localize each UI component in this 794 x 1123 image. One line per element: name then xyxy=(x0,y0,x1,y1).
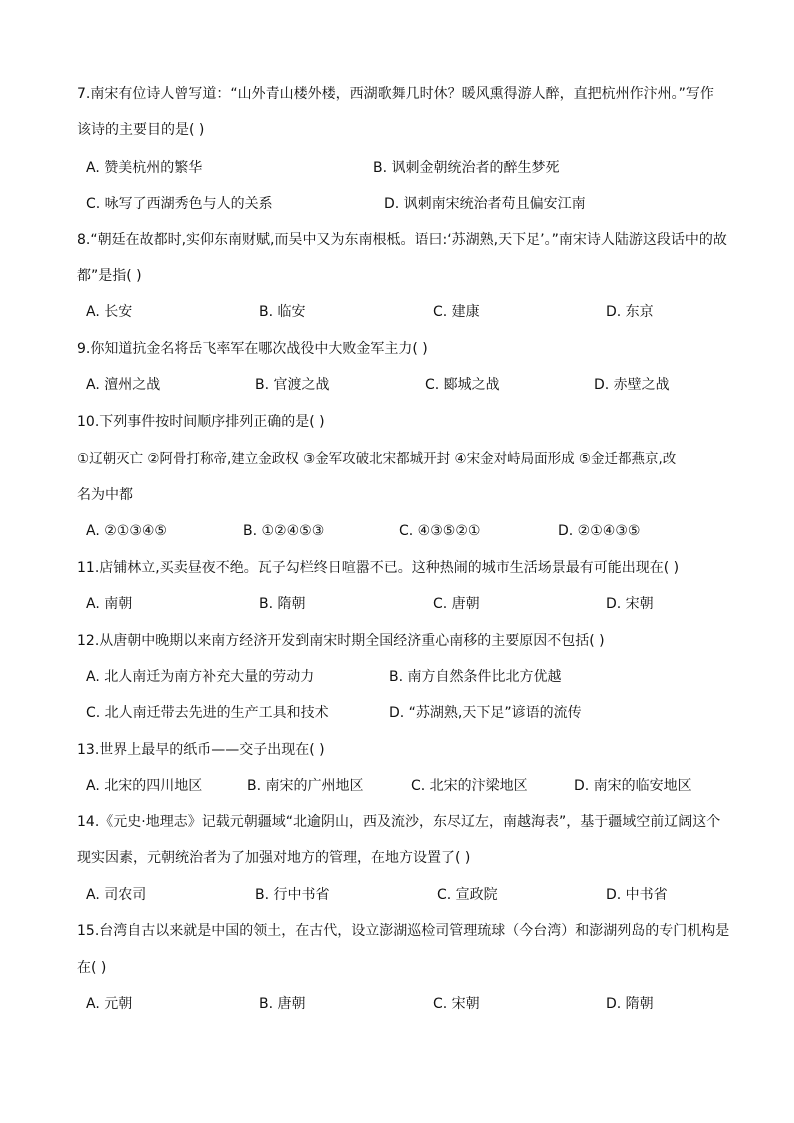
question-12-option-a: A. 北人南迁为南方补充大量的劳动力 xyxy=(86,669,315,685)
question-15-stem-line-2: 在( ) xyxy=(77,960,107,976)
question-12-option-d: D. “苏湖熟,天下足”谚语的流传 xyxy=(389,705,582,721)
question-8-option-d: D. 东京 xyxy=(606,304,654,320)
question-10-option-c: C. ④③⑤②① xyxy=(399,523,481,539)
question-15-option-c: C. 宋朝 xyxy=(433,996,480,1012)
question-11-option-a: A. 南朝 xyxy=(86,596,133,612)
question-15-stem-line-1: 15.台湾自古以来就是中国的领土，在古代，设立澎湖巡检司管理琉球（今台湾）和澎湖列岛的专门机构是 xyxy=(77,923,730,939)
question-14-option-b: B. 行中书省 xyxy=(255,887,330,903)
question-10-stem: 10.下列事件按时间顺序排列正确的是( ) xyxy=(77,414,325,430)
question-15-option-a: A. 元朝 xyxy=(86,996,133,1012)
question-7-stem-line-2: 该诗的主要目的是( ) xyxy=(77,122,205,138)
question-7-option-b: B. 讽刺金朝统治者的醉生梦死 xyxy=(373,160,560,176)
question-14-stem-line-1: 14.《元史·地理志》记载元朝疆域“北逾阴山，西及流沙，东尽辽左，南越海表”，基于疆域空前辽阔这个 xyxy=(77,814,721,830)
question-10-events-line-1: ①辽朝灭亡 ②阿骨打称帝,建立金政权 ③金军攻破北宋都城开封 ④宋金对峙局面形成 ⑤金迁都燕京,改 xyxy=(77,451,677,467)
question-8-option-c: C. 建康 xyxy=(433,304,480,320)
question-11-option-b: B. 隋朝 xyxy=(259,596,306,612)
question-14-option-c: C. 宣政院 xyxy=(437,887,498,903)
question-13-option-b: B. 南宋的广州地区 xyxy=(247,778,364,794)
question-15-option-d: D. 隋朝 xyxy=(606,996,654,1012)
question-11-option-d: D. 宋朝 xyxy=(606,596,654,612)
question-13-stem: 13.世界上最早的纸币——交子出现在( ) xyxy=(77,742,325,758)
question-11-option-c: C. 唐朝 xyxy=(433,596,480,612)
question-15-option-b: B. 唐朝 xyxy=(259,996,306,1012)
question-12-stem: 12.从唐朝中晚期以来南方经济开发到南宋时期全国经济重心南移的主要原因不包括( ) xyxy=(77,633,605,649)
question-9-option-d: D. 赤壁之战 xyxy=(594,377,670,393)
question-10-events-line-2: 名为中都 xyxy=(77,487,133,503)
question-8-option-a: A. 长安 xyxy=(86,304,133,320)
question-10-option-b: B. ①②④⑤③ xyxy=(243,523,325,539)
question-8-stem-line-2: 都”是指( ) xyxy=(77,268,142,284)
question-9-option-c: C. 郾城之战 xyxy=(425,377,500,393)
question-9-option-b: B. 官渡之战 xyxy=(255,377,330,393)
question-7-option-a: A. 赞美杭州的繁华 xyxy=(86,160,203,176)
question-12-option-c: C. 北人南迁带去先进的生产工具和技术 xyxy=(86,705,329,721)
question-8-stem-line-1: 8.“朝廷在故都时,实仰东南财赋,而吴中又为东南根柢。语曰:‘苏湖熟,天下足’。”南宋诗人陆游这段话中的故 xyxy=(77,232,727,248)
question-13-option-a: A. 北宋的四川地区 xyxy=(86,778,203,794)
question-14-option-d: D. 中书省 xyxy=(606,887,668,903)
question-13-option-d: D. 南宋的临安地区 xyxy=(574,778,692,794)
question-7-stem-line-1: 7.南宋有位诗人曾写道：“山外青山楼外楼，西湖歌舞几时休？暖风熏得游人醉，直把杭州作汴州。”写作 xyxy=(77,86,714,102)
question-8-option-b: B. 临安 xyxy=(259,304,306,320)
question-14-option-a: A. 司农司 xyxy=(86,887,147,903)
question-10-option-d: D. ②①④③⑤ xyxy=(558,523,641,539)
question-9-stem: 9.你知道抗金名将岳飞率军在哪次战役中大败金军主力( ) xyxy=(77,341,428,357)
question-7-option-c: C. 咏写了西湖秀色与人的关系 xyxy=(86,196,273,212)
question-11-stem: 11.店铺林立,买卖昼夜不绝。瓦子勾栏终日喧嚣不已。这种热闹的城市生活场景最有可能出现在( ) xyxy=(77,560,680,576)
question-14-stem-line-2: 现实因素，元朝统治者为了加强对地方的管理，在地方设置了( ) xyxy=(77,850,471,866)
question-12-option-b: B. 南方自然条件比北方优越 xyxy=(389,669,562,685)
question-13-option-c: C. 北宋的汴梁地区 xyxy=(411,778,528,794)
question-9-option-a: A. 澶州之战 xyxy=(86,377,161,393)
question-10-option-a: A. ②①③④⑤ xyxy=(86,523,167,539)
question-7-option-d: D. 讽刺南宋统治者苟且偏安江南 xyxy=(384,196,586,212)
